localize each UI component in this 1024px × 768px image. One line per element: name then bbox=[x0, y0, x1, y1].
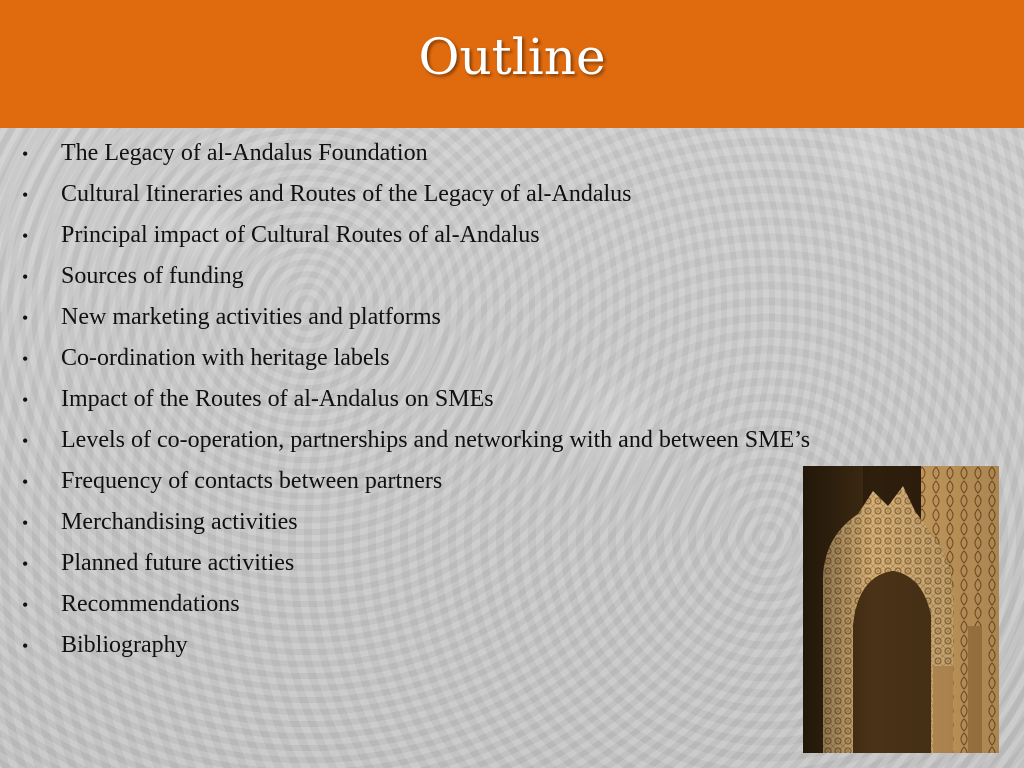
list-item-text: Bibliography bbox=[61, 632, 188, 658]
list-item-text: Frequency of contacts between partners bbox=[61, 468, 443, 494]
list-item-text: Levels of co-operation, partnerships and networking with and between SME’s bbox=[61, 427, 811, 453]
list-item bbox=[22, 345, 810, 386]
title-bar bbox=[0, 0, 1024, 128]
carved-arch-photo bbox=[803, 466, 999, 753]
list-item bbox=[22, 386, 810, 427]
bullet: • bbox=[22, 636, 29, 656]
list-item-text: Principal impact of Cultural Routes of al-Andalus bbox=[61, 222, 540, 248]
list-item bbox=[22, 140, 810, 181]
bullet: • bbox=[22, 226, 29, 246]
list-item-text: Planned future activities bbox=[61, 550, 295, 576]
list-item-text: Sources of funding bbox=[61, 263, 244, 289]
bullet: • bbox=[22, 431, 29, 451]
list-item-text: New marketing activities and platforms bbox=[61, 304, 441, 330]
bullet: • bbox=[22, 472, 29, 492]
list-item-text: Cultural Itineraries and Routes of the Legacy of al-Andalus bbox=[61, 181, 632, 207]
list-item bbox=[22, 468, 810, 509]
list-item bbox=[22, 632, 810, 673]
slide-title: Outline bbox=[418, 28, 606, 86]
list-item bbox=[22, 591, 810, 632]
list-item bbox=[22, 304, 810, 345]
list-item bbox=[22, 263, 810, 304]
list-item bbox=[22, 550, 810, 591]
bullet: • bbox=[22, 144, 29, 164]
list-item bbox=[22, 222, 810, 263]
list-item bbox=[22, 181, 810, 222]
bullet: • bbox=[22, 349, 29, 369]
bullet: • bbox=[22, 308, 29, 328]
carved-arch-illustration bbox=[803, 466, 999, 753]
list-item bbox=[22, 427, 810, 468]
bullet: • bbox=[22, 185, 29, 205]
outline-list bbox=[22, 140, 810, 673]
bullet: • bbox=[22, 554, 29, 574]
list-item-text: The Legacy of al-Andalus Foundation bbox=[61, 140, 428, 166]
list-item-text: Co-ordination with heritage labels bbox=[61, 345, 390, 371]
bullet: • bbox=[22, 513, 29, 533]
list-item-text: Recommendations bbox=[61, 591, 240, 617]
bullet: • bbox=[22, 595, 29, 615]
bullet: • bbox=[22, 390, 29, 410]
list-item-text: Impact of the Routes of al-Andalus on SMEs bbox=[61, 386, 494, 412]
list-item-text: Merchandising activities bbox=[61, 509, 298, 535]
bullet: • bbox=[22, 267, 29, 287]
list-item bbox=[22, 509, 810, 550]
